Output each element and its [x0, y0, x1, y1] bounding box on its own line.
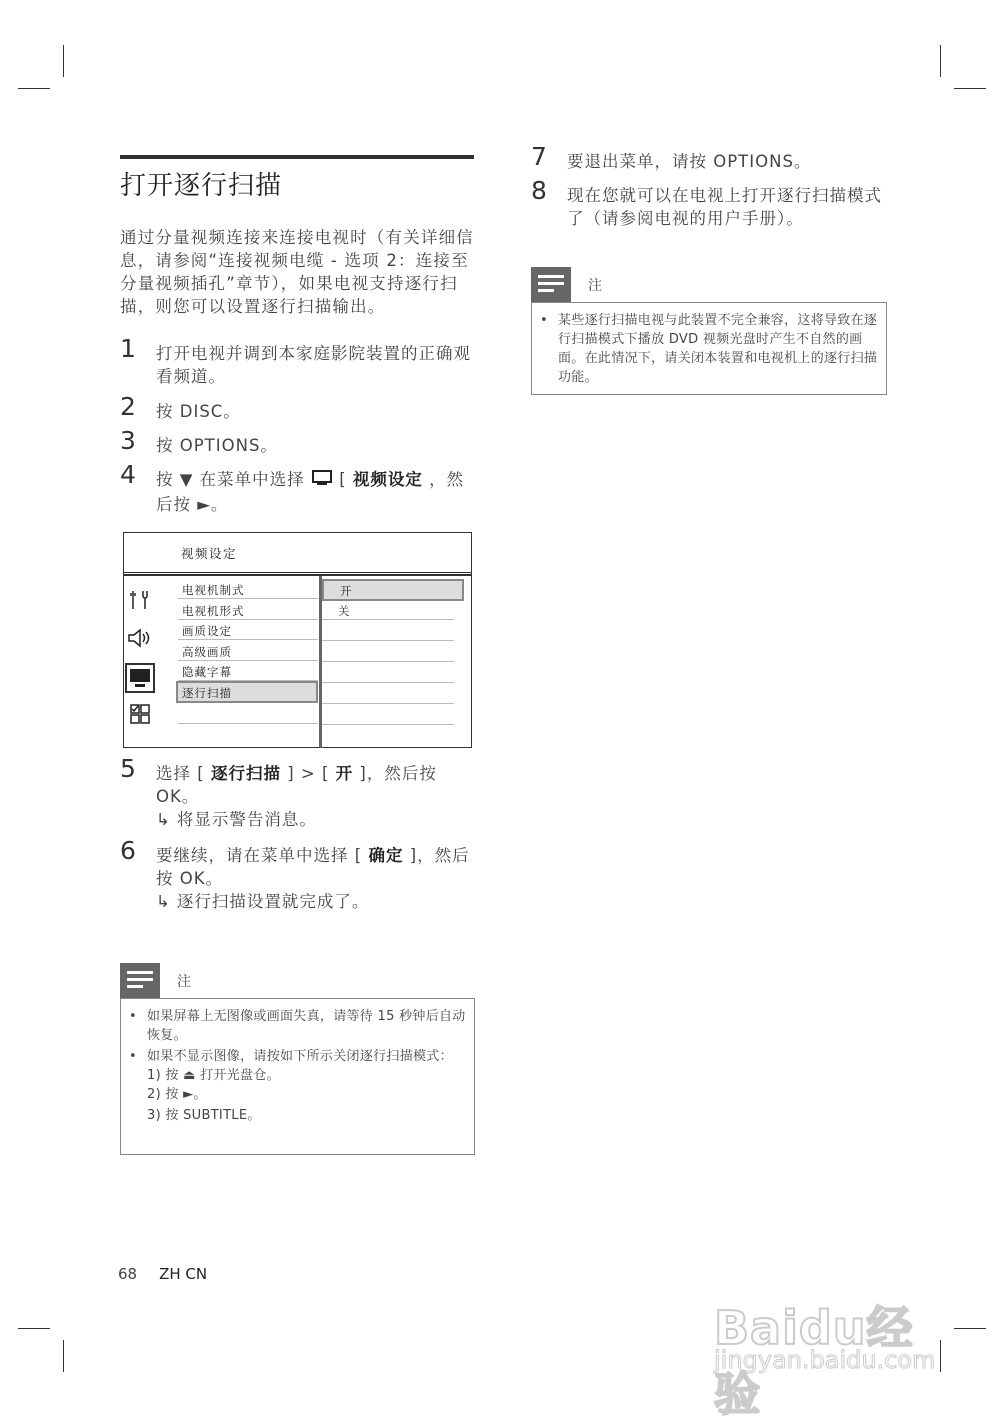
crop-mark: [63, 45, 64, 77]
step-7: [531, 142, 887, 173]
result-arrow-icon: ↳: [156, 891, 171, 911]
result-text: 将显示警告消息。: [176, 809, 317, 829]
step-result: [156, 808, 474, 831]
language-code: ZH CN: [159, 1265, 208, 1283]
step-number: 5: [120, 753, 137, 783]
page-number: 68: [118, 1265, 138, 1283]
tools-icon: [127, 587, 153, 613]
osd-option-selected[interactable]: 开: [322, 579, 464, 601]
crop-mark: [63, 1340, 64, 1372]
page-title: 打开逐行扫描: [120, 171, 283, 201]
step-text: 要继续，请在菜单中选择 [: [156, 845, 363, 865]
title-rule: [120, 155, 474, 159]
osd-item[interactable]: 电视机形式: [178, 600, 318, 620]
note-text: 如果不显示图像，请按如下所示关闭逐行扫描模式：: [147, 1049, 453, 1064]
watermark-brand: Baidu经验: [714, 1301, 914, 1417]
note-substep: [121, 1085, 474, 1104]
note-text: 1) 按 ⏏ 打开光盘仓。: [147, 1068, 280, 1083]
osd-figure: [120, 532, 474, 790]
note-bullet: • 如果不显示图像，请按如下所示关闭逐行扫描模式：: [129, 1049, 453, 1064]
note-label: 注: [177, 974, 191, 990]
note-text: 某些逐行扫描电视与此装置不完全兼容，这将导致在逐行扫描模式下播放 DVD 视频光盘时产生不自然的画面。在此情况下，请关闭本装置和电视机上的逐行扫描功能。: [558, 313, 878, 385]
step-8: [531, 176, 887, 230]
step-number: 4: [120, 460, 137, 489]
step-5: [120, 753, 474, 831]
note-text: 2) 按 ►。: [147, 1087, 207, 1102]
step-2: [120, 392, 474, 423]
osd-title: 视频设定: [181, 545, 238, 561]
left-column: [120, 155, 474, 913]
settings-grid-icon: [127, 701, 153, 727]
osd-item-empty: [178, 704, 318, 724]
intro-paragraph: 通过分量视频连接来连接电视时（有关详细信息，请参阅“连接视频电缆 - 选项 2：连接至分量视频插孔”章节），如果电视支持逐行扫描，则您可以设置逐行扫描输出。: [120, 228, 474, 316]
osd-divider: [124, 574, 471, 576]
note-substep: [121, 1106, 474, 1125]
tv-icon: [311, 469, 333, 493]
result-text: 逐行扫描设置就完成了。: [176, 891, 370, 911]
note-body: [531, 302, 887, 395]
note-substep: [121, 1066, 474, 1085]
note-bullet: • 某些逐行扫描电视与此装置不完全兼容，这将导致在逐行扫描模式下播放 DVD 视频光盘时产生不自然的画面。在此情况下，请关闭本装置和电视机上的逐行扫描功能。: [540, 313, 878, 385]
crop-mark: [954, 1328, 986, 1329]
step-6: [120, 835, 474, 913]
crop-mark: [940, 45, 941, 77]
osd-header: [124, 533, 471, 573]
osd-option[interactable]: 关: [322, 600, 454, 620]
osd-item[interactable]: 高级画质: [178, 641, 318, 661]
step-bold-text: 视频设定: [352, 470, 423, 489]
note-box-right: [531, 267, 887, 395]
step-bold-text: 确定: [368, 845, 404, 865]
step-number: 6: [120, 835, 137, 865]
step-bold-text: 逐行扫描: [210, 763, 281, 783]
step-text: ，然后按 ►。: [156, 470, 465, 514]
osd-option-empty: [322, 684, 454, 704]
note-box-left: [120, 963, 475, 1155]
note-label: 注: [588, 278, 602, 294]
step-text: ]，然后按 OK。: [156, 763, 437, 806]
note-body: [120, 998, 475, 1155]
watermark-url: jingyan.baidu.com: [714, 1346, 936, 1374]
step-text: ] > [: [287, 763, 330, 783]
note-icon: [531, 267, 571, 302]
osd-option-empty: [322, 663, 454, 683]
baidu-watermark: [714, 1272, 944, 1417]
speaker-icon: [127, 625, 153, 651]
result-arrow-icon: ↳: [156, 809, 171, 829]
step-result: [156, 890, 474, 913]
step-text: 要退出菜单，请按 OPTIONS。: [567, 152, 812, 171]
step-number: 2: [120, 392, 137, 421]
crop-mark: [18, 1328, 50, 1329]
step-text: 选择 [: [156, 763, 205, 783]
osd-option-empty: [322, 642, 454, 662]
step-text: 打开电视并调到本家庭影院装置的正确观看频道。: [156, 344, 471, 386]
step-text: 现在您就可以在电视上打开逐行扫描模式了（请参阅电视的用户手册）。: [567, 186, 882, 228]
note-bullet: • 如果屏幕上无图像或画面失真，请等待 15 秒钟后自动恢复。: [129, 1009, 466, 1043]
step-text: ]，然后按 OK。: [156, 845, 470, 888]
crop-mark: [18, 88, 50, 89]
page-footer: [118, 1265, 207, 1283]
crop-mark: [954, 88, 986, 89]
step-number: 7: [531, 142, 548, 171]
osd-item[interactable]: 隐藏字幕: [178, 661, 318, 681]
step-text: 按 DISC。: [156, 402, 241, 421]
step-text: 按 OPTIONS。: [156, 436, 278, 455]
step-number: 1: [120, 334, 137, 363]
tv-icon: [125, 663, 155, 693]
osd-item-selected[interactable]: 逐行扫描: [176, 681, 318, 703]
osd-menu: [123, 532, 472, 748]
note-text: 3) 按 SUBTITLE。: [147, 1108, 261, 1123]
note-text: 如果屏幕上无图像或画面失真，请等待 15 秒钟后自动恢复。: [147, 1009, 466, 1043]
step-number: 3: [120, 426, 137, 455]
osd-option-empty: [322, 621, 454, 641]
osd-item[interactable]: 画质设定: [178, 620, 318, 640]
step-number: 8: [531, 176, 548, 205]
step-3: [120, 426, 474, 457]
right-column: [531, 142, 887, 230]
step-1: [120, 334, 474, 388]
step-text: 按 ▼ 在菜单中选择: [156, 470, 305, 489]
osd-item[interactable]: 电视机制式: [178, 579, 318, 599]
note-icon: [120, 963, 160, 998]
osd-option-empty: [322, 705, 454, 725]
step-4: 4 按 ▼ 在菜单中选择 [ 视频设定 ，然后按 ►。: [120, 460, 465, 514]
step-bold-text: 开: [335, 763, 354, 783]
